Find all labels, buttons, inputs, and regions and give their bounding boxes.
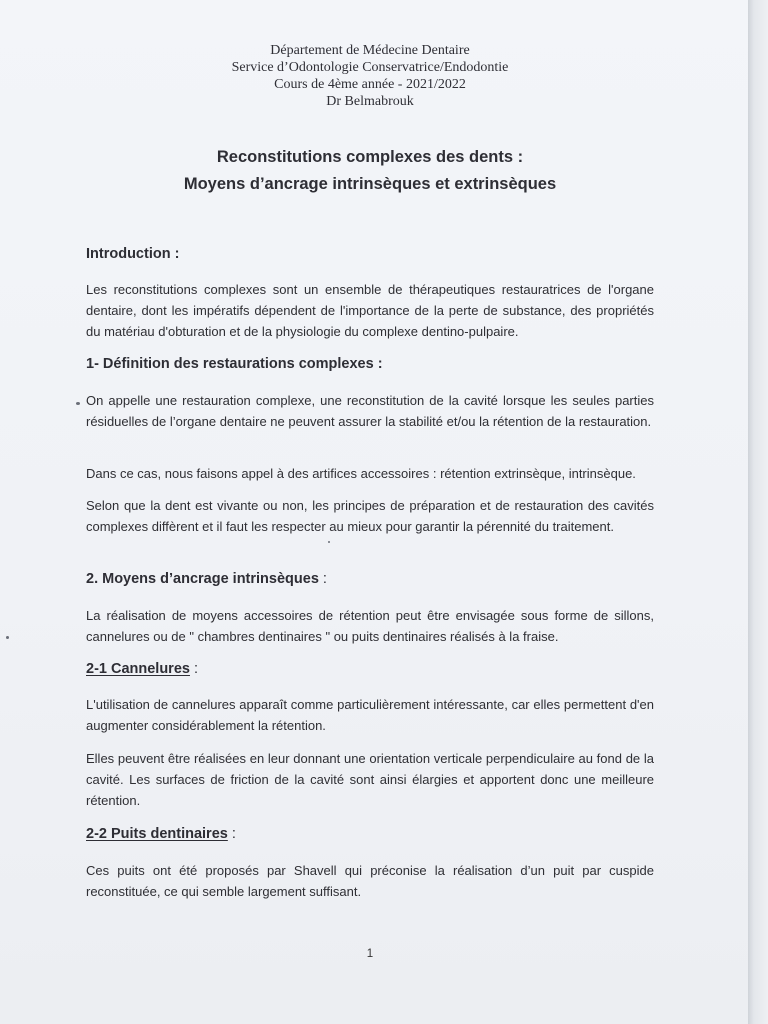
scan-speck — [328, 541, 330, 543]
section-2-heading — [86, 571, 327, 587]
section-2-2-heading-suffix: : — [227, 826, 236, 842]
section-2-2-heading-text: 2-2 Puits dentinaires — [86, 826, 228, 842]
introduction-paragraph: Les reconstitutions complexes sont un ensemble de thérapeutiques restauratrices de l'organe dentaire, dont les impératifs dépendent de l'importance de la perte de substance, des propriétés du matériau d'obturation et de la physiologie du complexe dentino-pulpaire. — [86, 282, 654, 339]
section-2-2-heading — [86, 826, 236, 842]
scan-speck — [76, 402, 80, 405]
introduction-heading: Introduction : — [86, 246, 180, 262]
section-2-1-heading — [86, 661, 198, 677]
section-1-paragraph-1: On appelle une restauration complexe, une reconstitution de la cavité lorsque les seules parties résiduelles de l’organe dentaire ne peuvent assurer la stabilité et/ou la rétention de la restauration. — [86, 393, 654, 429]
document-title-line2: Moyens d’ancrage intrinsèques et extrinsèques — [183, 175, 557, 193]
document-title-line1: Reconstitutions complexes des dents : — [216, 148, 524, 166]
header-author: Dr Belmabrouk — [326, 94, 414, 109]
section-2-paragraph-1: La réalisation de moyens accessoires de rétention peut être envisagée sous forme de sillons, cannelures ou de " chambres dentinaires " ou puits dentinaires réalisés à la fraise. — [86, 608, 654, 644]
page-edge-shadow — [748, 0, 768, 1024]
header-service: Service d’Odontologie Conservatrice/Endodontie — [231, 60, 509, 75]
header-department: Département de Médecine Dentaire — [270, 43, 470, 58]
section-1-paragraph-3: Selon que la dent est vivante ou non, les principes de préparation et de restauration des cavités complexes diffèrent et il faut les respecter au mieux pour garantir la pérennité du traitement. — [86, 498, 654, 534]
section-2-heading-suffix: : — [318, 571, 327, 587]
section-2-1-paragraph-2: Elles peuvent être réalisées en leur donnant une orientation verticale perpendiculaire au fond de la cavité. Les surfaces de friction de la cavité sont ainsi élargies et apportent donc une meilleure rétention. — [86, 751, 654, 808]
section-2-1-heading-suffix: : — [189, 661, 199, 677]
header-course: Cours de 4ème année - 2021/2022 — [274, 77, 466, 92]
section-1-paragraph-2: Dans ce cas, nous faisons appel à des artifices accessoires : rétention extrinsèque, intrinsèque. — [86, 466, 636, 481]
section-2-heading-text: 2. Moyens d’ancrage intrinsèques — [86, 571, 319, 587]
section-2-2-paragraph-1: Ces puits ont été proposés par Shavell qui préconise la réalisation d’un puit par cuspide reconstituée, ce qui semble largement suffisant. — [86, 863, 654, 899]
section-2-1-heading-text: 2-1 Cannelures — [86, 661, 190, 677]
section-1-heading: 1- Définition des restaurations complexes : — [86, 356, 383, 372]
page-number: 1 — [366, 948, 374, 960]
scan-speck — [6, 636, 9, 639]
section-2-1-paragraph-1: L'utilisation de cannelures apparaît comme particulièrement intéressante, car elles permettent d'en augmenter considérablement la rétention. — [86, 697, 654, 733]
